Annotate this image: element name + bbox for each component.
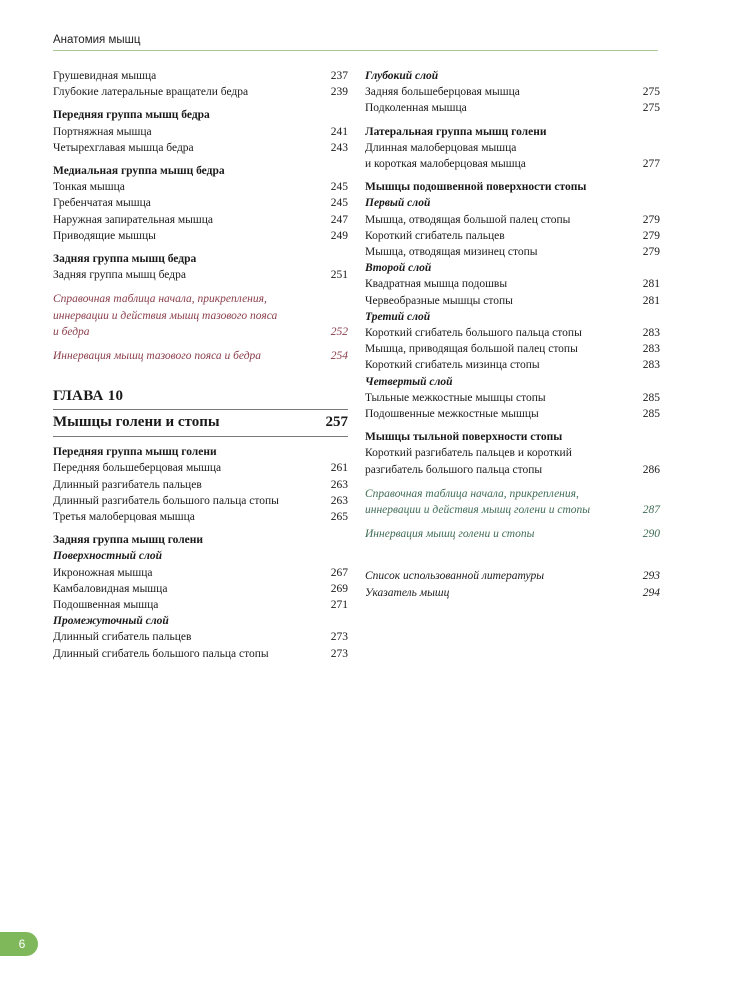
subsection-first-layer: Первый слой bbox=[365, 197, 431, 210]
toc-entry[interactable] bbox=[365, 357, 660, 373]
entry-title: Иннервация мышц тазового пояса и бедра bbox=[53, 350, 262, 363]
subsection-third-layer: Третий слой bbox=[365, 310, 431, 323]
toc-ref-table-leg-foot[interactable] bbox=[365, 486, 660, 518]
entry-title: Мышца, отводящая мизинец стопы bbox=[365, 246, 538, 259]
section-medial-thigh: Медиальная группа мышц бедра bbox=[53, 165, 225, 178]
entry-title: Подошвенная мышца bbox=[53, 599, 159, 612]
toc-bibliography[interactable] bbox=[365, 568, 660, 584]
toc-entry[interactable] bbox=[365, 212, 660, 228]
entry-title: Тыльные межкостные мышцы стопы bbox=[365, 391, 546, 404]
entry-page: 261 bbox=[330, 462, 348, 475]
entry-title: Тонкая мышца bbox=[53, 181, 125, 194]
toc-entry[interactable] bbox=[53, 140, 348, 156]
page-number-badge: 6 bbox=[0, 932, 38, 956]
entry-page: 281 bbox=[642, 278, 660, 291]
entry-page: 239 bbox=[330, 86, 348, 99]
entry-title: Червеобразные мышцы стопы bbox=[365, 294, 513, 307]
chapter-title: Мышцы голени и стопы bbox=[53, 414, 220, 431]
entry-page: 290 bbox=[642, 528, 660, 541]
entry-page: 279 bbox=[642, 246, 660, 259]
toc-ref-innervation-leg-foot[interactable] bbox=[365, 526, 660, 542]
entry-page: 283 bbox=[642, 327, 660, 340]
toc-entry[interactable] bbox=[53, 629, 348, 645]
entry-page: 263 bbox=[330, 494, 348, 507]
entry-title: Короткий сгибатель большого пальца стопы bbox=[365, 327, 582, 340]
entry-title: Длинный сгибатель пальцев bbox=[53, 631, 192, 644]
chapter-rule bbox=[53, 409, 348, 410]
entry-page: 285 bbox=[642, 391, 660, 404]
entry-page: 277 bbox=[642, 158, 660, 171]
entry-page: 263 bbox=[330, 478, 348, 491]
entry-page: 252 bbox=[330, 325, 348, 338]
entry-title: Камбаловидная мышца bbox=[53, 582, 168, 595]
entry-page: 273 bbox=[330, 647, 348, 660]
entry-title: Иннервация мышц голени и стопы bbox=[365, 528, 535, 541]
entry-page: 245 bbox=[330, 181, 348, 194]
entry-page: 281 bbox=[642, 294, 660, 307]
entry-page: 249 bbox=[330, 229, 348, 242]
toc-ref-innervation-pelvis-thigh[interactable] bbox=[53, 348, 348, 364]
entry-page: 265 bbox=[330, 511, 348, 524]
entry-page: 251 bbox=[330, 269, 348, 282]
section-posterior-thigh: Задняя группа мышц бедра bbox=[53, 253, 197, 266]
section-anterior-leg: Передняя группа мышц голени bbox=[53, 446, 217, 459]
running-head: Анатомия мышц bbox=[53, 34, 141, 46]
toc-entry[interactable] bbox=[53, 565, 348, 581]
entry-page: 287 bbox=[642, 504, 660, 517]
entry-page: 241 bbox=[330, 125, 348, 138]
entry-page: 293 bbox=[642, 570, 660, 583]
entry-title: Список использованной литературы bbox=[365, 570, 545, 583]
entry-title: Квадратная мышца подошвы bbox=[365, 278, 508, 291]
entry-title: Передняя большеберцовая мышца bbox=[53, 462, 222, 475]
toc-entry[interactable] bbox=[365, 406, 660, 422]
toc-entry[interactable] bbox=[53, 581, 348, 597]
entry-page: 247 bbox=[330, 213, 348, 226]
toc-entry[interactable] bbox=[53, 195, 348, 211]
entry-title: Портняжная мышца bbox=[53, 125, 152, 138]
chapter-page: 257 bbox=[325, 414, 348, 431]
toc-entry[interactable] bbox=[53, 228, 348, 244]
entry-page: 269 bbox=[330, 582, 348, 595]
toc-entry[interactable] bbox=[53, 477, 348, 493]
entry-title: Указатель мышц bbox=[365, 586, 450, 599]
toc-entry[interactable] bbox=[53, 493, 348, 509]
entry-title: Подколенная мышца bbox=[365, 102, 467, 115]
header-rule bbox=[53, 50, 658, 51]
subsection-superficial-layer: Поверхностный слой bbox=[53, 550, 163, 563]
entry-title: Длинный сгибатель большого пальца стопы bbox=[53, 647, 269, 660]
entry-title: Глубокие латеральные вращатели бедра bbox=[53, 86, 249, 99]
entry-title: Справочная таблица начала, прикрепления, иннервации и действия мышц тазового пояса и бедра bbox=[53, 293, 278, 338]
entry-title: Задняя группа мышц бедра bbox=[53, 269, 186, 282]
chapter-rule bbox=[53, 436, 348, 437]
toc-entry-deep-lateral-rotators[interactable] bbox=[53, 84, 348, 100]
toc-entry[interactable] bbox=[53, 646, 348, 662]
toc-entry[interactable] bbox=[53, 597, 348, 613]
subsection-intermediate-layer: Промежуточный слой bbox=[53, 615, 169, 628]
entry-page: 267 bbox=[330, 566, 348, 579]
subsection-deep-layer: Глубокий слой bbox=[365, 70, 439, 82]
toc-entry[interactable] bbox=[53, 179, 348, 195]
section-lateral-leg: Латеральная группа мышц голени bbox=[365, 125, 547, 138]
entry-page: 286 bbox=[642, 463, 660, 476]
toc-entry-piriformis[interactable] bbox=[53, 68, 348, 84]
entry-title: Мышца, приводящая большой палец стопы bbox=[365, 343, 578, 356]
section-posterior-leg: Задняя группа мышц голени bbox=[53, 534, 204, 547]
toc-entry[interactable] bbox=[365, 445, 660, 477]
entry-page: 283 bbox=[642, 343, 660, 356]
entry-page: 279 bbox=[642, 213, 660, 226]
entry-title: Короткий разгибатель пальцев и короткий разгибатель большого пальца стопы bbox=[365, 447, 572, 476]
entry-title: Мышца, отводящая большой палец стопы bbox=[365, 213, 571, 226]
toc-entry[interactable] bbox=[53, 509, 348, 525]
entry-page: 271 bbox=[330, 599, 348, 612]
entry-title: Короткий сгибатель пальцев bbox=[365, 229, 505, 242]
entry-title: Приводящие мышцы bbox=[53, 229, 156, 242]
entry-title: Длинный разгибатель пальцев bbox=[53, 478, 202, 491]
section-anterior-thigh: Передняя группа мышц бедра bbox=[53, 109, 210, 122]
toc-ref-table-pelvis-thigh[interactable] bbox=[53, 291, 348, 340]
toc-entry[interactable] bbox=[365, 293, 660, 309]
chapter-title-row[interactable] bbox=[53, 412, 348, 432]
entry-title: Справочная таблица начала, прикрепления, иннервации и действия мышц голени и стопы bbox=[365, 487, 591, 517]
toc-entry[interactable] bbox=[365, 325, 660, 341]
entry-page: 254 bbox=[330, 350, 348, 363]
toc-entry[interactable] bbox=[365, 244, 660, 260]
toc-right-column bbox=[365, 68, 660, 601]
entry-page: 273 bbox=[330, 631, 348, 644]
entry-page: 279 bbox=[642, 229, 660, 242]
section-plantar-foot: Мышцы подошвенной поверхности стопы bbox=[365, 181, 587, 194]
entry-page: 275 bbox=[642, 102, 660, 115]
toc-entry[interactable] bbox=[53, 267, 348, 283]
toc-entry[interactable] bbox=[53, 124, 348, 140]
entry-title: Задняя большеберцовая мышца bbox=[365, 86, 520, 99]
toc-entry[interactable] bbox=[365, 100, 660, 116]
toc-entry[interactable] bbox=[365, 390, 660, 406]
entry-title: Икроножная мышца bbox=[53, 566, 153, 579]
entry-page: 285 bbox=[642, 408, 660, 421]
toc-entry[interactable] bbox=[365, 84, 660, 100]
entry-page: 275 bbox=[642, 86, 660, 99]
entry-title: Грушевидная мышца bbox=[53, 70, 157, 82]
subsection-second-layer: Второй слой bbox=[365, 262, 432, 275]
toc-entry[interactable] bbox=[365, 140, 660, 172]
chapter-label: ГЛАВА 10 bbox=[53, 388, 124, 405]
toc-entry[interactable] bbox=[365, 276, 660, 292]
entry-page: 245 bbox=[330, 197, 348, 210]
entry-title: Третья малоберцовая мышца bbox=[53, 511, 195, 524]
entry-title: Четырехглавая мышца бедра bbox=[53, 141, 194, 154]
toc-entry[interactable] bbox=[53, 460, 348, 476]
entry-page: 243 bbox=[330, 141, 348, 154]
toc-muscle-index[interactable] bbox=[365, 585, 660, 601]
entry-page: 283 bbox=[642, 359, 660, 372]
toc-entry[interactable] bbox=[53, 212, 348, 228]
toc-entry[interactable] bbox=[365, 228, 660, 244]
entry-title: Длинная малоберцовая мышца и короткая малоберцовая мышца bbox=[365, 141, 526, 171]
entry-page: 237 bbox=[330, 70, 348, 82]
section-dorsal-foot: Мышцы тыльной поверхности стопы bbox=[365, 431, 563, 444]
entry-title: Длинный разгибатель большого пальца стопы bbox=[53, 494, 279, 507]
subsection-fourth-layer: Четвертый слой bbox=[365, 375, 453, 388]
entry-title: Короткий сгибатель мизинца стопы bbox=[365, 359, 540, 372]
entry-title: Наружная запирательная мышца bbox=[53, 213, 213, 226]
toc-entry[interactable] bbox=[365, 341, 660, 357]
toc-left-column bbox=[53, 68, 348, 662]
entry-page: 294 bbox=[642, 586, 660, 599]
entry-title: Подошвенные межкостные мышцы bbox=[365, 408, 539, 421]
entry-title: Гребенчатая мышца bbox=[53, 197, 151, 210]
